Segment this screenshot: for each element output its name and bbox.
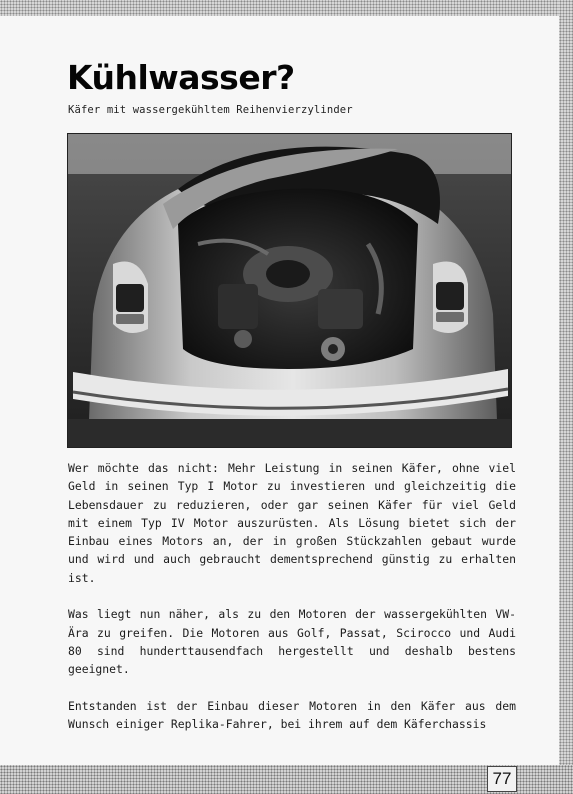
top-halftone-border <box>0 0 573 16</box>
right-halftone-border <box>559 0 573 794</box>
page-title: Kühlwasser? <box>67 58 295 97</box>
paragraph-2: Was liegt nun näher, als zu den Motoren der wassergekühlten VW-Ära zu greifen. Die Motoren aus Golf, Passat, Scirocco und Audi 80 sind hunderttausendfach hergestellt und deshalb bestens geeignet. <box>68 607 516 677</box>
page-number: 77 <box>487 766 517 792</box>
page-subtitle: Käfer mit wassergekühltem Reihenvierzylinder <box>68 104 353 116</box>
paragraph-3: Entstanden ist der Einbau dieser Motoren in den Käfer aus dem Wunsch einiger Replika-Fahrer, bei ihrem auf dem Käferchassis <box>68 698 516 732</box>
car-engine-photo <box>67 133 512 448</box>
article-body <box>68 459 516 733</box>
paragraph-1: Wer möchte das nicht: Mehr Leistung in seinen Käfer, ohne viel Geld in seinen Typ I Motor zu investieren und gleichzeitig die Lebensdauer zu reduzieren, oder gar seinen Käfer für viel Geld mit einem Typ IV Motor auszurüsten. Als Lösung bietet sich der Einbau eines Motors an, der in großen Stückzahlen gebaut wurde und wird und auch gebraucht dementsprechend günstig zu erhalten ist. <box>68 461 516 585</box>
